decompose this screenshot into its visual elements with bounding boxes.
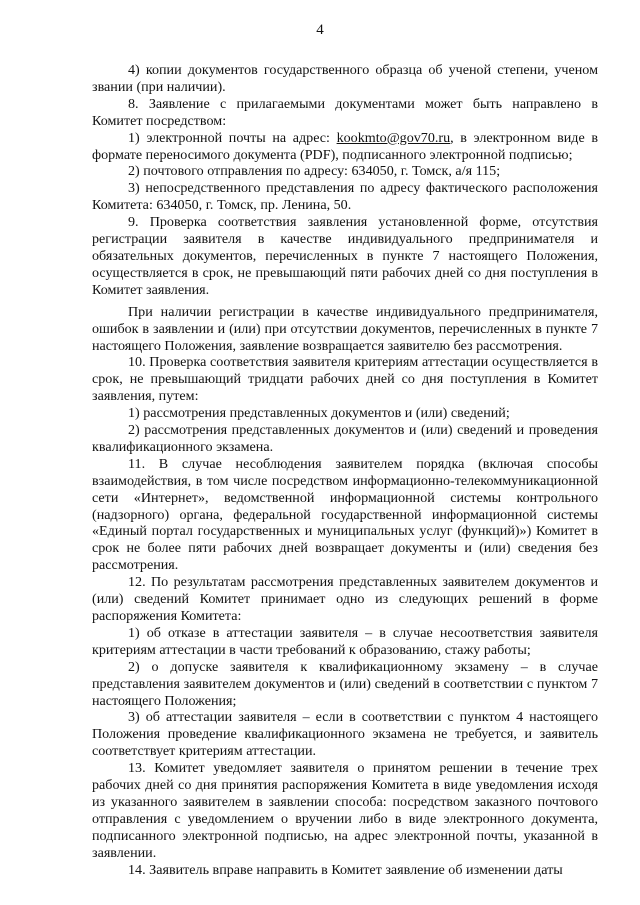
paragraph-13-notification: 13. Комитет уведомляет заявителя о принятом решении в течение трех рабочих дней со дня принятия распоряжения Комитета в виде уведомления исходя из указанного заявителем в заявлении способа: посредством заказного почтового отправления с уведомлением о вручении либо в виде электронного документа, подписанного электронной подписью, на адрес электронной почты, указанной в заявлении.: [92, 760, 598, 861]
paragraph-decision-refusal: 1) об отказе в аттестации заявителя – в случае несоответствия заявителя критериям аттестации в части требований к образованию, стажу работы;: [92, 624, 598, 658]
paragraph-return-without-review: При наличии регистрации в качестве индивидуального предпринимателя, ошибок в заявлении и (или) при отсутствии документов, перечисленных в пункте 7 настоящего Положения, заявление возвращается заявителю без рассмотрения.: [92, 303, 598, 354]
paragraph-10-criteria-check: 10. Проверка соответствия заявителя критериям аттестации осуществляется в срок, не превышающий тридцати рабочих дней со дня поступления в Комитет заявления, путем:: [92, 354, 598, 405]
paragraph-review-and-exam: 2) рассмотрения представленных документов и (или) сведений и проведения квалификационного экзамена.: [92, 422, 598, 455]
paragraph-14-date-change: 14. Заявитель вправе направить в Комитет заявление об изменении даты: [128, 861, 563, 878]
email-link[interactable]: kookmto@gov70.ru: [336, 129, 451, 146]
paragraph-item-4-documents: 4) копии документов государственного образца об ученой степени, ученом звании (при наличии).: [92, 62, 598, 95]
paragraph-review-documents: 1) рассмотрения представленных документов и (или) сведений;: [128, 405, 510, 422]
paragraph-postal-option: 2) почтового отправления по адресу: 634050, г. Томск, а/я 115;: [128, 163, 501, 180]
paragraph-9-check: 9. Проверка соответствия заявления установленной форме, отсутствия регистрации заявителя в качестве индивидуального предпринимателя и обязательных документов, перечисленных в пункте 7 настоящего Положения, осуществляется в срок, не превышающий пяти рабочих дней со дня поступления в Комитет заявления.: [92, 214, 598, 298]
paragraph-11-noncompliance: 11. В случае несоблюдения заявителем порядка (включая способы взаимодействия, в том числе посредством информационно-телекоммуникационной сети «Интернет», ведомственной информационной системы контрольного (надзорного) органа, федеральной государственной информационной системы «Единый портал государственных и муниципальных услуг (функций)») Комитет в срок не более пяти рабочих дней возвращает документы и (или) сведения без рассмотрения.: [92, 455, 598, 574]
page-number: 4: [316, 22, 324, 38]
paragraph-direct-option: 3) непосредственного представления по адресу фактического расположения Комитета: 634050, г. Томск, пр. Ленина, 50.: [92, 180, 598, 214]
email-option-prefix: 1) электронной почты на адрес:: [128, 129, 337, 146]
paragraph-decision-exam-admission: 2) о допуске заявителя к квалификационному экзамену – в случае представления заявителем документов и (или) сведений в соответствии с пунктом 7 настоящего Положения;: [92, 658, 598, 709]
paragraph-email-option: [92, 130, 598, 164]
email-option-suffix: , в электронном виде в формате переносимого документа (PDF), подписанного электронной подписью;: [92, 129, 598, 163]
document-body: [92, 62, 598, 879]
paragraph-decision-attestation: 3) об аттестации заявителя – если в соответствии с пунктом 4 настоящего Положения проведение квалификационного экзамена не требуется, и заявитель соответствует критериям аттестации.: [92, 709, 598, 760]
paragraph-8-submission: 8. Заявление с прилагаемыми документами может быть направлено в Комитет посредством:: [92, 95, 598, 129]
paragraph-12-decisions: 12. По результатам рассмотрения представленных заявителем документов и (или) сведений Комитет принимает одно из следующих решений в форме распоряжения Комитета:: [92, 574, 598, 624]
